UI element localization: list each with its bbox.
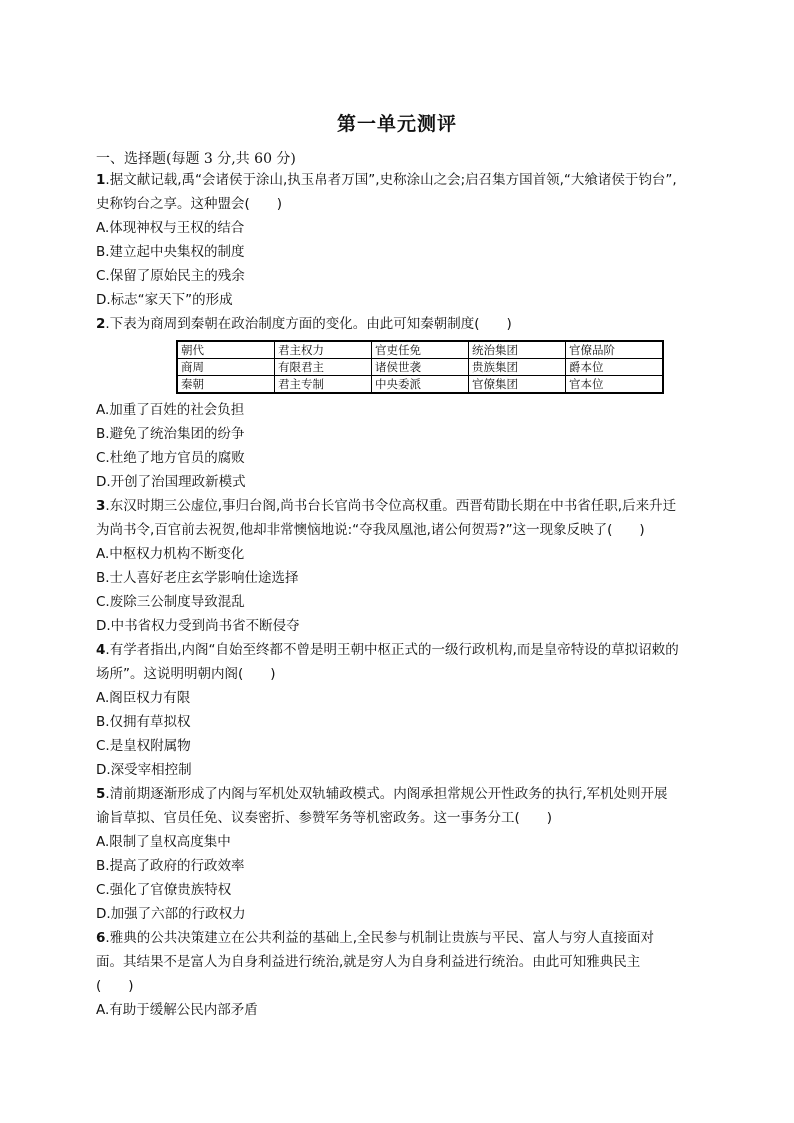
- option-a[interactable]: A.阁臣权力有限: [96, 690, 191, 706]
- question-text: 史称钧台之享。这种盟会( ): [96, 196, 283, 212]
- option-c[interactable]: C.废除三公制度导致混乱: [96, 594, 245, 610]
- comparison-table: [176, 340, 664, 394]
- table-cell: 秦朝: [177, 376, 275, 394]
- question-list: [96, 168, 698, 1022]
- option-b[interactable]: B.士人喜好老庄玄学影响仕途选择: [96, 570, 299, 586]
- option-c[interactable]: C.是皇权附属物: [96, 738, 191, 754]
- question-text: 雅典的公共决策建立在公共利益的基础上,全民参与机制让贵族与平民、富人与穷人直接面对: [109, 930, 654, 946]
- question-number: 6: [96, 930, 106, 946]
- question-1: 1.据文献记载,禹“会诸侯于涂山,执玉帛者万国”,史称涂山之会;启召集方国首领,“大飨诸侯于钧台”, 史称钧台之享。这种盟会( ) A.体现神权与王权的结合 B.建立起中央集权的制度 C.保留了原始民主的残余 D.标志“家天下”的形成: [96, 168, 698, 312]
- option-b[interactable]: B.仅拥有草拟权: [96, 714, 191, 730]
- option-b[interactable]: B.建立起中央集权的制度: [96, 244, 245, 260]
- question-text: 有学者指出,内阁“自始至终都不曾是明王朝中枢正式的一级行政机构,而是皇帝特设的草拟诏敕的: [109, 642, 679, 658]
- table-header-cell: 官僚品阶: [566, 341, 664, 359]
- option-d[interactable]: D.加强了六部的行政权力: [96, 906, 246, 922]
- table-cell: 官僚集团: [469, 376, 566, 394]
- table-header-cell: 朝代: [177, 341, 275, 359]
- table-cell: 商周: [177, 359, 275, 376]
- question-text: 下表为商周到秦朝在政治制度方面的变化。由此可知秦朝制度( ): [109, 316, 512, 332]
- table-cell: 君主专制: [275, 376, 372, 394]
- question-number: 1: [96, 172, 106, 188]
- question-3: 3.东汉时期三公虚位,事归台阁,尚书台长官尚书令位高权重。西晋荀勖长期在中书省任职,后来升迁 为尚书令,百官前去祝贺,他却非常懊恼地说:“夺我凤凰池,诸公何贺焉?”这一现象反映了( ) A.中枢权力机构不断变化 B.士人喜好老庄玄学影响仕途选择 C.废除三公制度导致混乱 D.中书省权力受到尚书省不断侵夺: [96, 494, 698, 638]
- table-header-cell: 官吏任免: [372, 341, 469, 359]
- question-text: 东汉时期三公虚位,事归台阁,尚书台长官尚书令位高权重。西晋荀勖长期在中书省任职,后来升迁: [109, 498, 677, 514]
- table-row: [177, 359, 663, 376]
- table-row: [177, 376, 663, 394]
- option-d[interactable]: D.中书省权力受到尚书省不断侵夺: [96, 618, 300, 634]
- question-number: 5: [96, 786, 106, 802]
- question-text: 面。其结果不是富人为自身利益进行统治,就是穷人为自身利益进行统治。由此可知雅典民主: [96, 954, 641, 970]
- section-heading: 一、选择题(每题 3 分,共 60 分): [96, 151, 296, 167]
- option-a[interactable]: A.体现神权与王权的结合: [96, 220, 245, 236]
- question-text: 据文献记载,禹“会诸侯于涂山,执玉帛者万国”,史称涂山之会;启召集方国首领,“大飨诸侯于钧台”,: [109, 172, 677, 188]
- option-d[interactable]: D.深受宰相控制: [96, 762, 192, 778]
- question-text: 谕旨草拟、官员任免、议奏密折、参赞军务等机密政务。这一事务分工( ): [96, 810, 553, 826]
- option-a[interactable]: A.有助于缓解公民内部矛盾: [96, 1002, 258, 1018]
- table-cell: 贵族集团: [469, 359, 566, 376]
- option-a[interactable]: A.中枢权力机构不断变化: [96, 546, 245, 562]
- table-header-row: [177, 341, 663, 359]
- table-header-cell: 统治集团: [469, 341, 566, 359]
- table-cell: 中央委派: [372, 376, 469, 394]
- table-cell: 有限君主: [275, 359, 372, 376]
- table-cell: 诸侯世袭: [372, 359, 469, 376]
- question-number: 4: [96, 642, 106, 658]
- option-d[interactable]: D.开创了治国理政新模式: [96, 474, 246, 490]
- table-header-cell: 君主权力: [275, 341, 372, 359]
- table-cell: 官本位: [566, 376, 664, 394]
- question-number: 2: [96, 316, 106, 332]
- option-a[interactable]: A.加重了百姓的社会负担: [96, 402, 245, 418]
- question-text: 为尚书令,百官前去祝贺,他却非常懊恼地说:“夺我凤凰池,诸公何贺焉?”这一现象反映了( ): [96, 522, 645, 538]
- option-a[interactable]: A.限制了皇权高度集中: [96, 834, 231, 850]
- option-d[interactable]: D.标志“家天下”的形成: [96, 292, 233, 308]
- page-title: 第一单元测评: [336, 113, 457, 135]
- question-6: 6.雅典的公共决策建立在公共利益的基础上,全民参与机制让贵族与平民、富人与穷人直接面对 面。其结果不是富人为自身利益进行统治,就是穷人为自身利益进行统治。由此可知雅典民主 ( ) A.有助于缓解公民内部矛盾: [96, 926, 698, 1022]
- question-text: 清前期逐渐形成了内阁与军机处双轨辅政模式。内阁承担常规公开性政务的执行,军机处则开展: [109, 786, 668, 802]
- option-c[interactable]: C.保留了原始民主的残余: [96, 268, 245, 284]
- option-c[interactable]: C.杜绝了地方官员的腐败: [96, 450, 245, 466]
- question-2: 2.下表为商周到秦朝在政治制度方面的变化。由此可知秦朝制度( ) 朝代 君主权力 官吏任免 统治集团 官僚品阶 商周 有限君主 诸侯世袭 贵族集团 爵本位 秦朝 君主专制 中央委派 官僚集团 官本位 A.加重了百姓的社会负担 B.避免了统治集团的纷争 C.杜绝了地方官员的腐败 D.开创了治国理政新模式: [96, 312, 698, 494]
- question-4: 4.有学者指出,内阁“自始至终都不曾是明王朝中枢正式的一级行政机构,而是皇帝特设的草拟诏敕的 场所”。这说明明朝内阁( ) A.阁臣权力有限 B.仅拥有草拟权 C.是皇权附属物 D.深受宰相控制: [96, 638, 698, 782]
- question-text: ( ): [96, 978, 134, 994]
- option-c[interactable]: C.强化了官僚贵族特权: [96, 882, 232, 898]
- option-b[interactable]: B.避免了统治集团的纷争: [96, 426, 245, 442]
- table-cell: 爵本位: [566, 359, 664, 376]
- question-text: 场所”。这说明明朝内阁( ): [96, 666, 276, 682]
- question-5: 5.清前期逐渐形成了内阁与军机处双轨辅政模式。内阁承担常规公开性政务的执行,军机处则开展 谕旨草拟、官员任免、议奏密折、参赞军务等机密政务。这一事务分工( ) A.限制了皇权高度集中 B.提高了政府的行政效率 C.强化了官僚贵族特权 D.加强了六部的行政权力: [96, 782, 698, 926]
- question-number: 3: [96, 498, 106, 514]
- option-b[interactable]: B.提高了政府的行政效率: [96, 858, 245, 874]
